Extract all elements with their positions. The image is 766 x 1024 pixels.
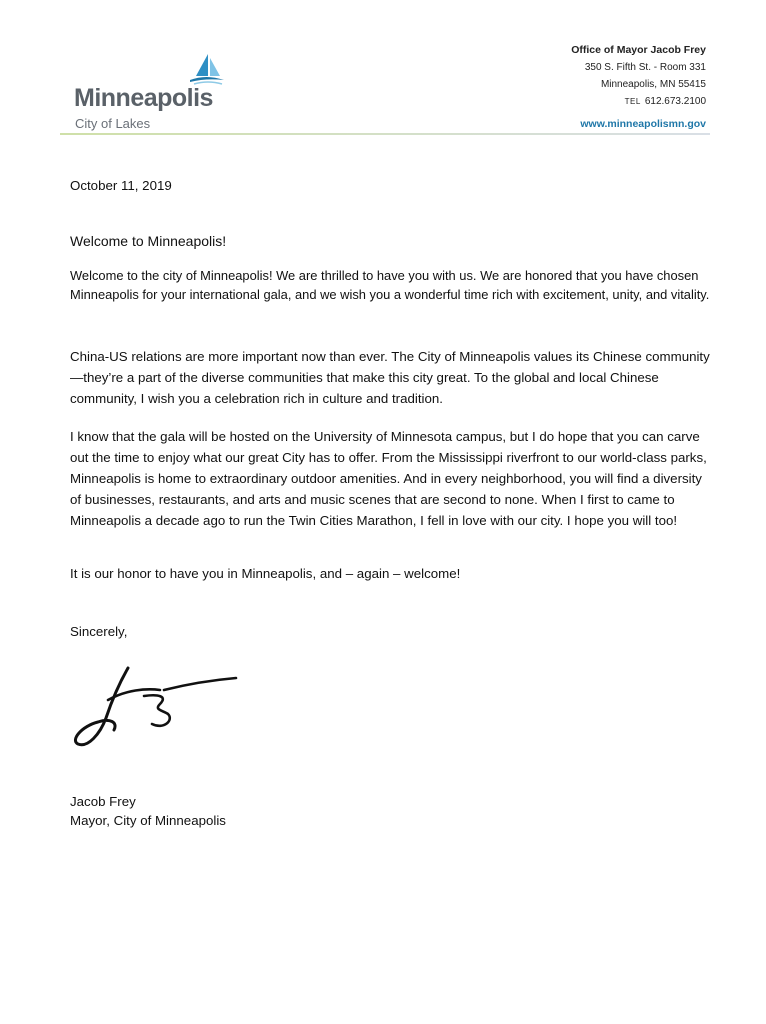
logo-tagline: City of Lakes bbox=[75, 116, 151, 131]
address-line-2: Minneapolis, MN 55415 bbox=[600, 79, 706, 90]
address-line-1: 350 S. Fifth St. - Room 331 bbox=[584, 62, 706, 73]
letter-greeting: Welcome to Minneapolis! bbox=[70, 233, 227, 249]
paragraph-4: It is our honor to have you in Minneapolis, and – again – welcome! bbox=[70, 566, 461, 581]
tel-label: TEL bbox=[624, 97, 641, 106]
logo-wordmark: Minneapolis bbox=[74, 84, 213, 112]
city-logo bbox=[74, 46, 234, 131]
signer-title: Mayor, City of Minneapolis bbox=[70, 813, 226, 828]
office-title: Office of Mayor Jacob Frey bbox=[571, 44, 706, 56]
paragraph-2: China-US relations are more important now than ever. The City of Minneapolis values its Chinese community—they’re a part of the diverse communities that make this city great. To the global and local Chinese community, I wish you a celebration rich in culture and tradition. bbox=[70, 349, 710, 406]
letterhead bbox=[60, 40, 710, 135]
letter-closing: Sincerely, bbox=[70, 624, 128, 639]
website-link[interactable]: www.minneapolismn.gov bbox=[580, 118, 706, 130]
tel-number: 612.673.2100 bbox=[644, 96, 706, 107]
office-contact-block bbox=[571, 42, 706, 133]
signer-name: Jacob Frey bbox=[70, 794, 136, 809]
letterhead-divider bbox=[60, 133, 710, 135]
paragraph-3: I know that the gala will be hosted on the University of Minnesota campus, but I do hope that you can carve out the time to enjoy what our great City has to offer. From the Mississippi riverfront to our world-class parks, Minneapolis is home to extraordinary outdoor amenities. And in every neighborhood, you will find a diversity of businesses, restaurants, and arts and music scenes that are second to none. When I first to came to Minneapolis a decade ago to run the Twin Cities Marathon, I fell in love with our city. I hope you will too! bbox=[70, 429, 707, 528]
paragraph-1: Welcome to the city of Minneapolis! We are thrilled to have you with us. We are honored that you have chosen Minneapolis for your international gala, and we wish you a wonderful time rich with excitement, unity, and vitality. bbox=[70, 268, 710, 302]
sailboat-icon bbox=[186, 52, 226, 88]
telephone bbox=[571, 93, 706, 110]
letter-date: October 11, 2019 bbox=[70, 178, 172, 193]
handwritten-signature bbox=[68, 660, 248, 755]
